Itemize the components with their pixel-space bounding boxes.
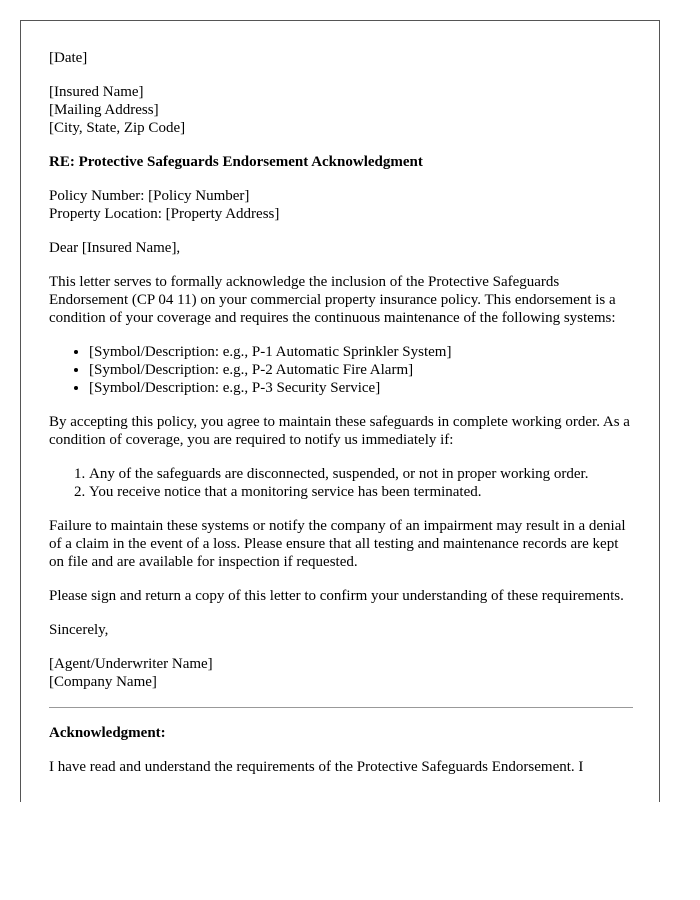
signer-name: [Agent/Underwriter Name] [49, 656, 213, 672]
policy-block [49, 187, 633, 223]
list-item: • [Symbol/Description: e.g., P-2 Automatic Fire Alarm] [89, 361, 633, 379]
acknowledgment-text: I have read and understand the requirements of the Protective Safeguards Endorsement. I [49, 759, 584, 775]
letter-body [49, 49, 633, 776]
signer-company: [Company Name] [49, 674, 157, 690]
sign-paragraph: Please sign and return a copy of this letter to confirm your understanding of these requirements. [49, 588, 624, 604]
section-divider [49, 707, 633, 708]
acknowledgment-heading: Acknowledgment: [49, 725, 166, 741]
closing: Sincerely, [49, 622, 109, 638]
letter-date: [Date] [49, 50, 88, 66]
recipient-address: [Mailing Address] [49, 102, 159, 118]
recipient-city: [City, State, Zip Code] [49, 120, 186, 136]
policy-number: Policy Number: [Policy Number] [49, 188, 250, 204]
intro-paragraph: This letter serves to formally acknowledge the inclusion of the Protective Safeguards Endorsement (CP 04 11) on your commercial property insurance policy. This endorsement is a condition of your coverage and requires the continuous maintenance of the following systems: [49, 274, 616, 326]
list-item: 1. Any of the safeguards are disconnected, suspended, or not in proper working order. [89, 465, 633, 483]
salutation: Dear [Insured Name], [49, 240, 181, 256]
failure-paragraph: Failure to maintain these systems or notify the company of an impairment may result in a denial of a claim in the event of a loss. Please ensure that all testing and maintenance records are kept on file and are available for inspection if requested. [49, 518, 626, 570]
safeguards-list [49, 343, 633, 397]
list-item: • [Symbol/Description: e.g., P-3 Security Service] [89, 379, 633, 397]
signer-block [49, 655, 633, 691]
agreement-paragraph: By accepting this policy, you agree to maintain these safeguards in complete working order. As a condition of coverage, you are required to notify us immediately if: [49, 414, 630, 448]
property-location: Property Location: [Property Address] [49, 206, 280, 222]
recipient-name: [Insured Name] [49, 84, 144, 100]
recipient-block [49, 83, 633, 137]
subject-line: RE: Protective Safeguards Endorsement Acknowledgment [49, 154, 423, 170]
list-item: 2. You receive notice that a monitoring service has been terminated. [89, 483, 633, 501]
conditions-list [49, 465, 633, 501]
letter-page [20, 20, 660, 802]
list-item: • [Symbol/Description: e.g., P-1 Automatic Sprinkler System] [89, 343, 633, 361]
